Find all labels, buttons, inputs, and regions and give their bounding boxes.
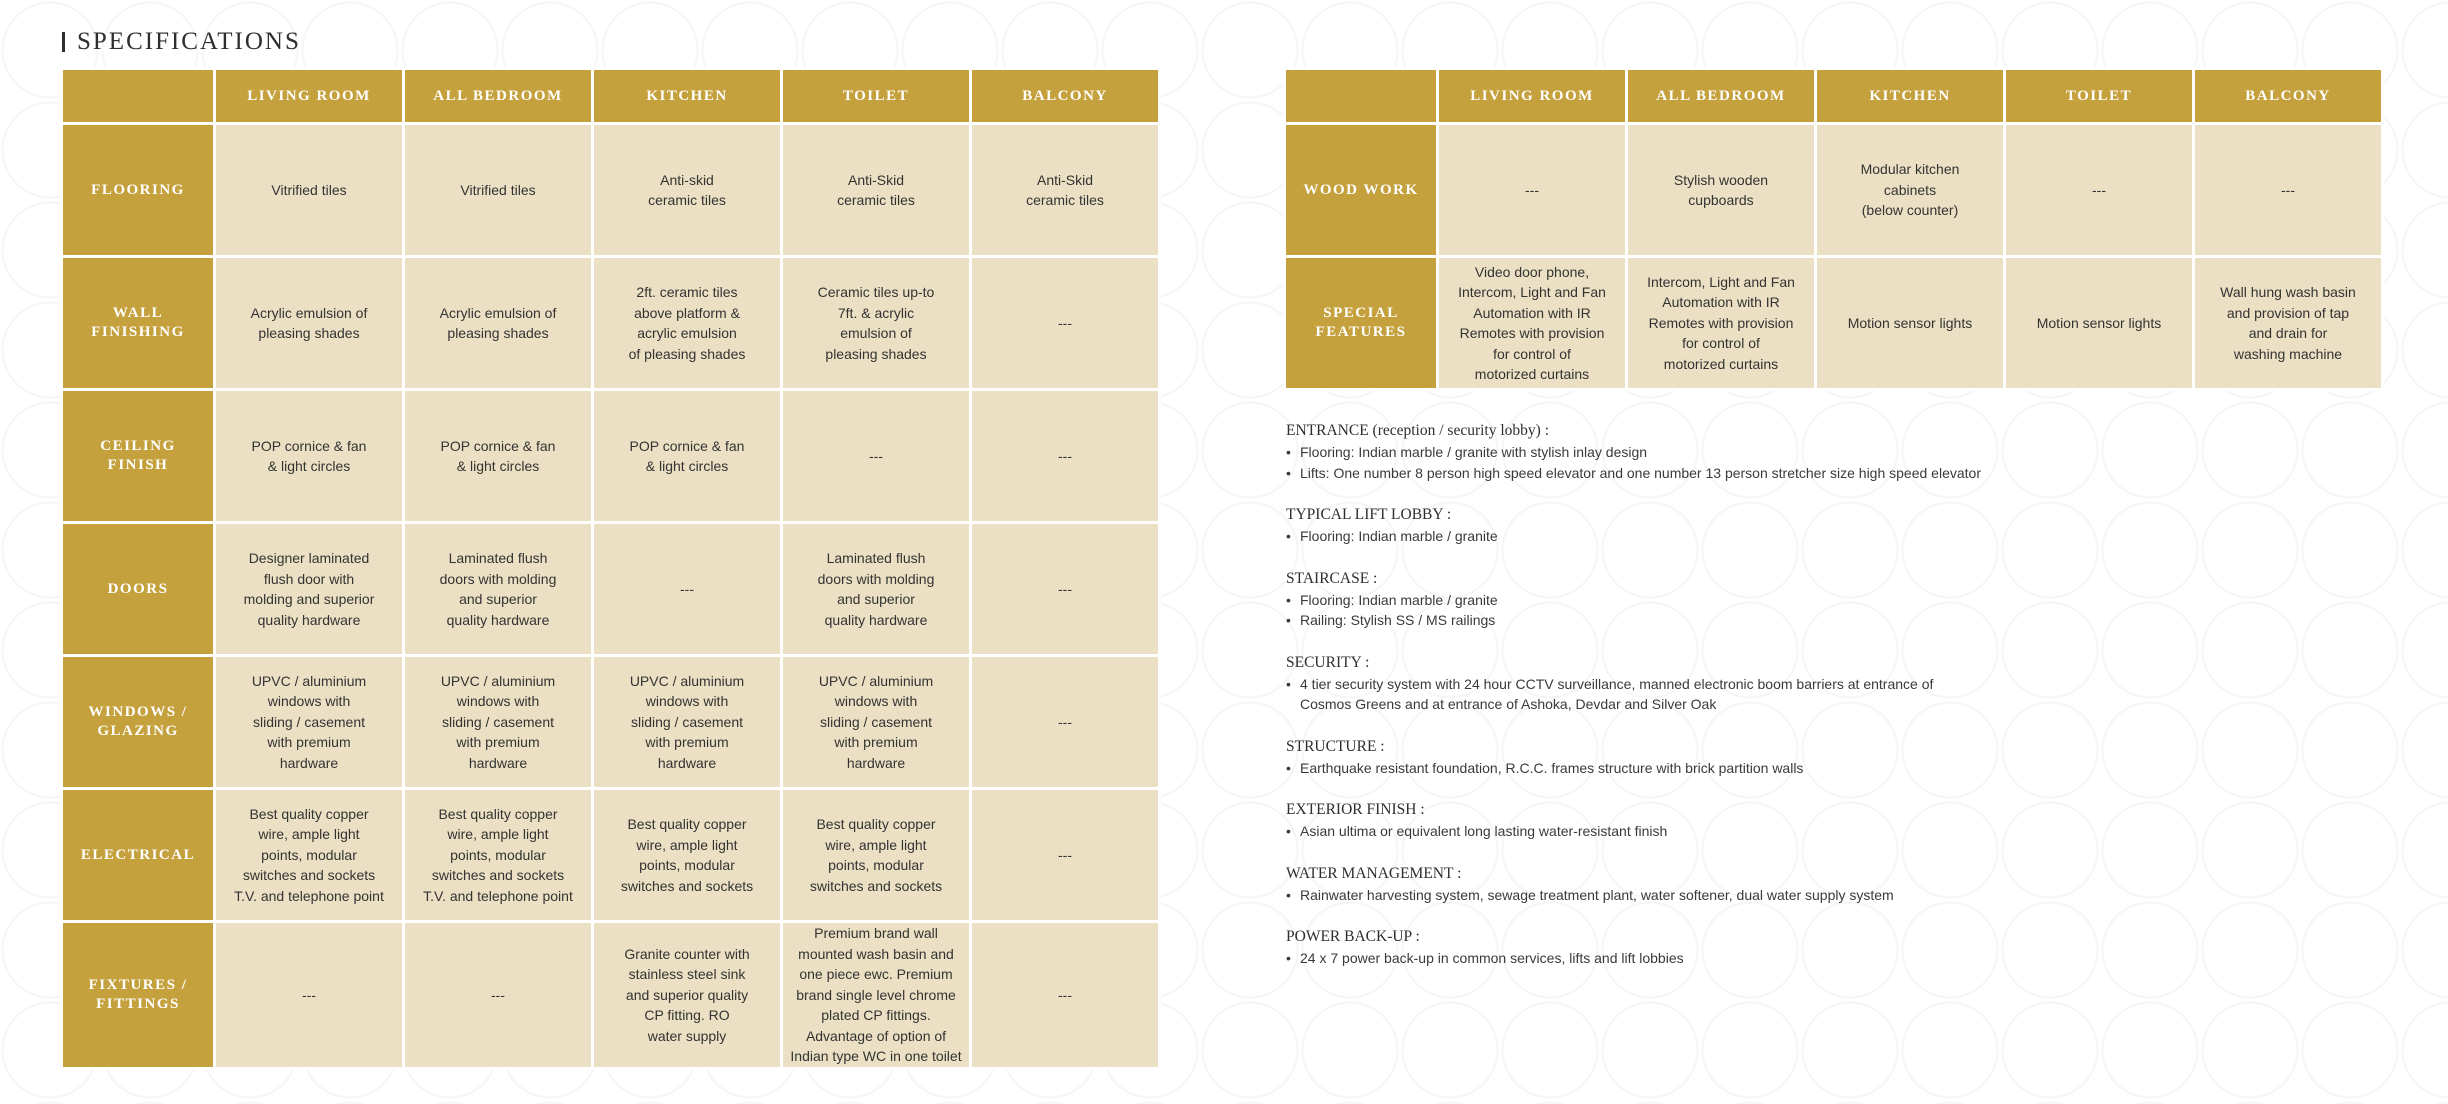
table-cell: UPVC / aluminium windows with sliding / casement with premium hardware	[594, 657, 780, 787]
row-label: CEILING FINISH	[63, 391, 213, 521]
section-water-management	[1286, 863, 2336, 906]
table-cell: Video door phone, Intercom, Light and Fan Automation with IR Remotes with provision for control of motorized curtains	[1439, 258, 1625, 388]
table-cell: Wall hung wash basin and provision of tap and drain for washing machine	[2195, 258, 2381, 388]
section-title: EXTERIOR FINISH :	[1286, 801, 1425, 818]
table-row	[1286, 258, 2381, 388]
column-header: LIVING ROOM	[216, 70, 402, 122]
header-corner-cell	[63, 70, 213, 122]
table-cell: UPVC / aluminium windows with sliding / casement with premium hardware	[405, 657, 591, 787]
table-cell: Vitrified tiles	[405, 125, 591, 255]
table-cell: ---	[972, 923, 1158, 1067]
column-header: BALCONY	[972, 70, 1158, 122]
table-header-row	[63, 70, 1158, 122]
section-security	[1286, 652, 2336, 715]
table-cell: POP cornice & fan & light circles	[405, 391, 591, 521]
table-cell: ---	[972, 657, 1158, 787]
table-cell: Designer laminated flush door with molding and superior quality hardware	[216, 524, 402, 654]
table-cell: ---	[972, 524, 1158, 654]
specifications-table-left	[60, 67, 1161, 1070]
table-cell: ---	[2006, 125, 2192, 255]
table-row	[63, 923, 1158, 1067]
section-title: STRUCTURE :	[1286, 737, 1385, 755]
list-item: • 24 x 7 power back-up in common services, lifts and lift lobbies	[1286, 948, 2336, 969]
list-item: • Asian ultima or equivalent long lasting water-resistant finish	[1286, 821, 2336, 842]
table-cell: Motion sensor lights	[1817, 258, 2003, 388]
bullet-list	[1286, 442, 2336, 483]
table-cell: Anti-Skid ceramic tiles	[783, 125, 969, 255]
table-cell: Premium brand wall mounted wash basin and one piece ewc. Premium brand single level chrome plated CP fittings. Advantage of option of Indian type WC in one toilet	[783, 923, 969, 1067]
table-cell: Intercom, Light and Fan Automation with IR Remotes with provision for control of motorized curtains	[1628, 258, 1814, 388]
table-header-row	[1286, 70, 2381, 122]
table-row	[63, 258, 1158, 388]
table-cell: Motion sensor lights	[2006, 258, 2192, 388]
table-row	[63, 657, 1158, 787]
row-label: FLOORING	[63, 125, 213, 255]
bullet-list	[1286, 948, 2336, 969]
table-cell: 2ft. ceramic tiles above platform & acrylic emulsion of pleasing shades	[594, 258, 780, 388]
row-label: WINDOWS / GLAZING	[63, 657, 213, 787]
table-row	[63, 524, 1158, 654]
table-cell: Laminated flush doors with molding and superior quality hardware	[783, 524, 969, 654]
row-label: DOORS	[63, 524, 213, 654]
table-cell: Stylish wooden cupboards	[1628, 125, 1814, 255]
list-item: • Railing: Stylish SS / MS railings	[1286, 610, 2336, 631]
header-corner-cell	[1286, 70, 1436, 122]
section-title: SECURITY :	[1286, 653, 1370, 671]
table-cell: Laminated flush doors with molding and superior quality hardware	[405, 524, 591, 654]
table-cell: Granite counter with stainless steel sink and superior quality CP fitting. RO water supply	[594, 923, 780, 1067]
table-cell: Best quality copper wire, ample light points, modular switches and sockets	[783, 790, 969, 920]
row-label: FIXTURES / FITTINGS	[63, 923, 213, 1067]
column-header: BALCONY	[2195, 70, 2381, 122]
table-cell: ---	[216, 923, 402, 1067]
specification-notes	[1286, 420, 2336, 990]
table-cell: Anti-Skid ceramic tiles	[972, 125, 1158, 255]
section-title: STAIRCASE :	[1286, 569, 1378, 587]
column-header: ALL BEDROOM	[1628, 70, 1814, 122]
table-cell: POP cornice & fan & light circles	[216, 391, 402, 521]
row-label: WOOD WORK	[1286, 125, 1436, 255]
table-row	[63, 125, 1158, 255]
table-cell: Best quality copper wire, ample light points, modular switches and sockets	[594, 790, 780, 920]
list-item: • Flooring: Indian marble / granite with stylish inlay design	[1286, 442, 2336, 463]
table-cell: ---	[972, 391, 1158, 521]
table-cell: ---	[972, 258, 1158, 388]
section-title: ENTRANCE (reception / security lobby) :	[1286, 422, 1550, 439]
column-header: TOILET	[2006, 70, 2192, 122]
bullet-list	[1286, 674, 2336, 715]
section-power-backup	[1286, 926, 2336, 969]
bullet-list	[1286, 885, 2336, 906]
table-cell: Best quality copper wire, ample light points, modular switches and sockets T.V. and telephone point	[216, 790, 402, 920]
section-structure	[1286, 736, 2336, 779]
page-title-text: SPECIFICATIONS	[77, 28, 301, 55]
list-item: • Lifts: One number 8 person high speed elevator and one number 13 person stretcher size high speed elevator	[1286, 463, 2336, 484]
list-item: • Flooring: Indian marble / granite	[1286, 526, 2336, 547]
row-label: WALL FINISHING	[63, 258, 213, 388]
table-cell: ---	[783, 391, 969, 521]
table-cell: UPVC / aluminium windows with sliding / casement with premium hardware	[216, 657, 402, 787]
bullet-list	[1286, 590, 2336, 631]
table-cell: Anti-skid ceramic tiles	[594, 125, 780, 255]
list-item: • Rainwater harvesting system, sewage treatment plant, water softener, dual water supply system	[1286, 885, 2336, 906]
table-cell: ---	[594, 524, 780, 654]
table-cell: POP cornice & fan & light circles	[594, 391, 780, 521]
section-title: TYPICAL LIFT LOBBY :	[1286, 506, 1452, 523]
column-header: KITCHEN	[594, 70, 780, 122]
table-row	[1286, 125, 2381, 255]
table-row	[63, 790, 1158, 920]
table-cell: Modular kitchen cabinets (below counter)	[1817, 125, 2003, 255]
section-exterior-finish	[1286, 799, 2336, 842]
specifications-table-right	[1283, 67, 2384, 391]
column-header: LIVING ROOM	[1439, 70, 1625, 122]
bullet-list	[1286, 821, 2336, 842]
table-cell: ---	[1439, 125, 1625, 255]
table-cell: Best quality copper wire, ample light points, modular switches and sockets T.V. and telephone point	[405, 790, 591, 920]
section-entrance	[1286, 420, 2336, 483]
section-title: POWER BACK-UP :	[1286, 928, 1420, 945]
table-cell: ---	[405, 923, 591, 1067]
page-title	[62, 28, 301, 56]
table-cell: ---	[972, 790, 1158, 920]
table-cell: Ceramic tiles up-to 7ft. & acrylic emulsion of pleasing shades	[783, 258, 969, 388]
list-item: • 4 tier security system with 24 hour CCTV surveillance, manned electronic boom barriers at entrance of Cosmos Greens and at entrance of Ashoka, Devdar and Silver Oak	[1286, 674, 2336, 715]
list-item: • Earthquake resistant foundation, R.C.C. frames structure with brick partition walls	[1286, 758, 2336, 779]
section-title: WATER MANAGEMENT :	[1286, 864, 1462, 882]
table-cell: Acrylic emulsion of pleasing shades	[405, 258, 591, 388]
section-typical-lift-lobby	[1286, 504, 2336, 547]
bullet-list	[1286, 758, 2336, 779]
table-cell: UPVC / aluminium windows with sliding / casement with premium hardware	[783, 657, 969, 787]
bullet-list	[1286, 526, 2336, 547]
section-staircase	[1286, 568, 2336, 631]
column-header: KITCHEN	[1817, 70, 2003, 122]
row-label: SPECIAL FEATURES	[1286, 258, 1436, 388]
title-bar-decoration	[62, 32, 65, 52]
table-row	[63, 391, 1158, 521]
table-cell: Vitrified tiles	[216, 125, 402, 255]
table-cell: ---	[2195, 125, 2381, 255]
list-item: • Flooring: Indian marble / granite	[1286, 590, 2336, 611]
column-header: ALL BEDROOM	[405, 70, 591, 122]
table-cell: Acrylic emulsion of pleasing shades	[216, 258, 402, 388]
column-header: TOILET	[783, 70, 969, 122]
row-label: ELECTRICAL	[63, 790, 213, 920]
